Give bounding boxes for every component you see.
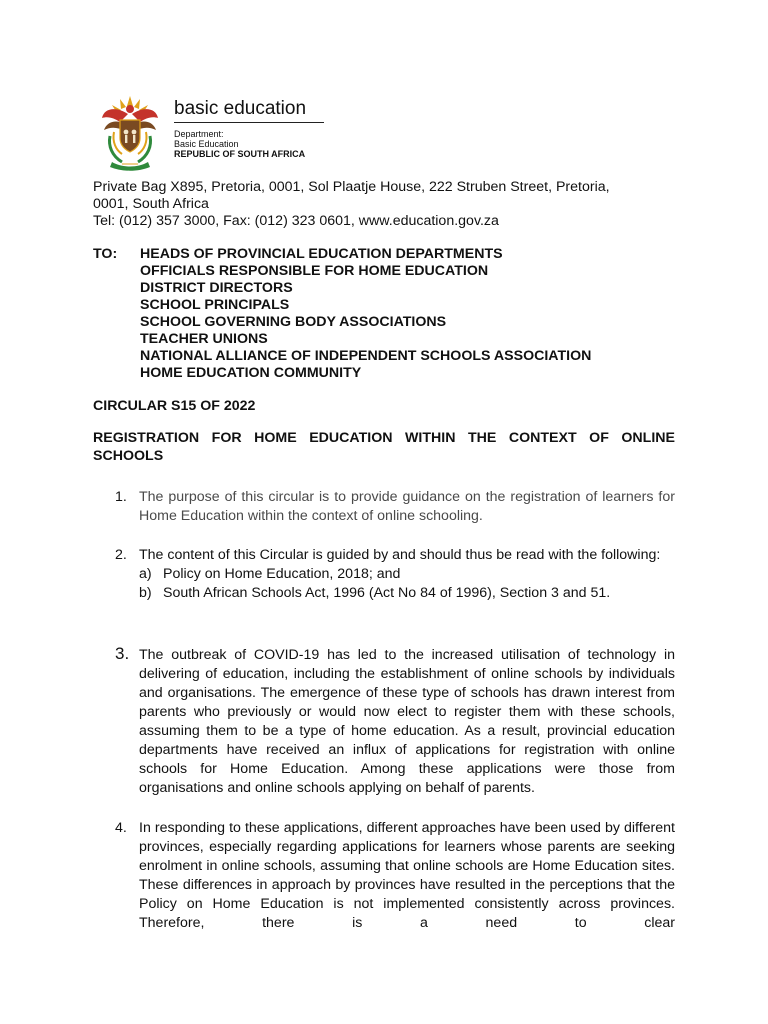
paragraph-text: In responding to these applications, different approaches have been used by different provinces, especially regarding applications for learners whose parents are seeking enrolment in online schools, assuming that online schools are Home Education sites. These differences in approach by provinces have resulted in the perceptions that the Policy on Home Education is not implemented consistently across provinces. Therefore, there is a need to clear bbox=[139, 820, 675, 931]
address-block bbox=[93, 179, 683, 230]
paragraph-2 bbox=[93, 546, 675, 603]
recipient-item: OFFICIALS RESPONSIBLE FOR HOME EDUCATION bbox=[140, 263, 489, 279]
recipient-item: SCHOOL GOVERNING BODY ASSOCIATIONS bbox=[140, 314, 447, 330]
sub-item-text: Policy on Home Education, 2018; and bbox=[163, 566, 401, 582]
recipient-item: SCHOOL PRINCIPALS bbox=[140, 297, 290, 313]
sub-list bbox=[139, 565, 675, 603]
address-line: Private Bag X895, Pretoria, 0001, Sol Plaatje House, 222 Struben Street, Pretoria, bbox=[93, 179, 610, 195]
brand-title: basic education bbox=[174, 98, 307, 119]
brand-department-label: Department: bbox=[174, 129, 224, 139]
sub-item-text: South African Schools Act, 1996 (Act No 84 of 1996), Section 3 and 51. bbox=[163, 585, 611, 601]
coat-of-arms-icon bbox=[98, 92, 162, 172]
address-line: 0001, South Africa bbox=[93, 196, 209, 212]
circular-number: CIRCULAR S15 OF 2022 bbox=[93, 398, 256, 414]
circular-subject: REGISTRATION FOR HOME EDUCATION WITHIN THE CONTEXT OF ONLINE SCHOOLS bbox=[93, 430, 675, 464]
letterhead bbox=[98, 92, 338, 172]
paragraph-number: 4. bbox=[115, 820, 127, 836]
paragraph-number: 3. bbox=[115, 644, 130, 663]
recipient-list bbox=[140, 246, 591, 382]
paragraph-text: The outbreak of COVID-19 has led to the increased utilisation of technology in delivering of education, including the establishment of online schools by individuals and organisations. The emergence of these type of schools has drawn interest from parents who previously or would now elect to register them with these schools, assuming them to be a type of home education. As a result, provincial education departments have received an influx of applications for registration with online schools for Home Education. Among these applications were those from organisations and online schools applying on behalf of parents. bbox=[139, 647, 675, 796]
contact-line: Tel: (012) 357 3000, Fax: (012) 323 0601, www.education.gov.za bbox=[93, 213, 499, 229]
paragraph-number: 2. bbox=[115, 547, 127, 563]
sub-item-marker: a) bbox=[139, 566, 152, 582]
recipient-item: TEACHER UNIONS bbox=[140, 331, 268, 347]
recipient-item: HEADS OF PROVINCIAL EDUCATION DEPARTMENTS bbox=[140, 246, 503, 262]
department-wordmark bbox=[174, 98, 334, 159]
paragraph-3 bbox=[93, 646, 675, 798]
paragraph-number: 1. bbox=[115, 489, 127, 505]
paragraph-text: The content of this Circular is guided by and should thus be read with the following: bbox=[139, 547, 661, 563]
recipient-item: DISTRICT DIRECTORS bbox=[140, 280, 293, 296]
recipient-item: HOME EDUCATION COMMUNITY bbox=[140, 365, 362, 381]
paragraph-1 bbox=[93, 488, 675, 526]
paragraph-text: The purpose of this circular is to provide guidance on the registration of learners for Home Education within the context of online schooling. bbox=[139, 489, 675, 524]
sub-item bbox=[139, 584, 675, 603]
brand-divider bbox=[174, 122, 324, 123]
to-label: TO: bbox=[93, 246, 118, 262]
brand-department-name: Basic Education bbox=[174, 139, 239, 149]
brand-country: REPUBLIC OF SOUTH AFRICA bbox=[174, 149, 306, 159]
sub-item-marker: b) bbox=[139, 585, 152, 601]
sub-item bbox=[139, 565, 675, 584]
recipient-item: NATIONAL ALLIANCE OF INDEPENDENT SCHOOLS ASSOCIATION bbox=[140, 348, 592, 364]
paragraph-4 bbox=[93, 819, 675, 933]
